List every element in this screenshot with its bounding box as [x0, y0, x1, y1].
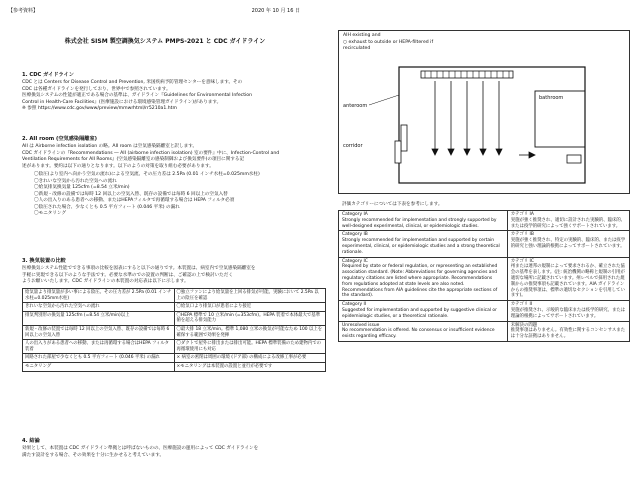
- table-cell: [339, 321, 508, 341]
- category-text: Strongly recommended for implementation and supported by certain experimental, clinical, or epidemiologic studies and a strong theoretical rationale.: [342, 238, 500, 255]
- section2-line: 述があります。要約は以下の通りとなります。以下のようの対策を取り組む必要があります。: [22, 163, 214, 169]
- category-name: Category II: [342, 302, 367, 308]
- table-row: [23, 354, 326, 363]
- section3-heading: 3. 換気装置の比較: [22, 258, 66, 264]
- category-name: カテゴリ IA: [510, 212, 534, 217]
- supply-diffuser: [421, 71, 513, 78]
- table-cell: 人の出入りがある患者への移動、または再循環する場合はHEPA フィルタ装着: [23, 340, 175, 354]
- list-item: 〇モニタリング: [34, 211, 67, 216]
- comparison-table: [22, 288, 326, 372]
- category-name: Category IA: [342, 212, 368, 217]
- table-row: [23, 325, 326, 339]
- category-name: Unresolved issue: [342, 322, 380, 328]
- table-row: [23, 303, 326, 312]
- section3-line: 医療換気システム性能でできる事項の比較を図表にすると以下の通りです。本装置は、病室内で空気感染隔離室を: [22, 266, 256, 271]
- table-cell: モニタリング: [23, 362, 175, 371]
- room-outline: [399, 67, 585, 183]
- category-name: 未解決の問題: [510, 322, 538, 328]
- table-row: [339, 321, 630, 341]
- table-cell: 排気判別形の換気量 125cfm (=8.54 立米/min)以上: [23, 311, 175, 325]
- table-row: [339, 301, 630, 321]
- list-item: 〇人の出入りのある患者への移動、またはHEPAフィルタで再循環する場合は HEPA フィルタ必須: [34, 198, 235, 203]
- section4-line: 満たす設計をする場合、その効果を十分に生かせると考えています。: [22, 452, 165, 458]
- table-cell: 回路された部屋で少なくとも 0.5 平方フィート (0.046 平米) の漏れ: [23, 354, 175, 363]
- list-item: 〇きれいな空気から汚れた空気への流れ: [34, 178, 117, 184]
- airflow-arrows: [432, 81, 535, 158]
- table-cell: × 病室の密閉は周囲の環境 (ドア部) の構成による改修工事が必要: [174, 354, 326, 363]
- reference-tag: 【参考資料】: [8, 8, 39, 14]
- figure-caption-line: recirculated: [343, 46, 371, 51]
- category-text: 実施が強く推奨され、適切に設計された実験的、臨床的、または疫学的研究によって強くサポートされています。: [510, 217, 626, 229]
- section4-line: 効果として、本装置は CDC ガイドライン準拠とは呼ばないものの、医療施設の運用によって CDC ガイドラインを: [22, 446, 259, 451]
- section3-line: 手軽に実現できる以下のような手法です。必要な水準のでの設置の判断は、ご確認の上で検討いただく: [22, 272, 233, 278]
- section3-body: [22, 266, 318, 286]
- table-cell: 〇最大排 18 立米/min。標準 1,080 立米の換気が可能なため 100 以上を確保する範囲で効果を発揮: [174, 325, 326, 339]
- section3-line: ようお願いいたします。CDC ガイドラインの本装置の対応表は以下に示します。: [22, 279, 189, 284]
- section2-heading: 2. AII room (空気感染隔離室): [22, 136, 98, 142]
- table-cell: 給気量より排気量が多い事による陰圧。その圧力差が 2.5Pa (0.01 インチ水柱=0.025mm水柱): [23, 289, 175, 303]
- left-page: [14, 30, 330, 470]
- list-item: 〇陰圧された場合、少なくとも 0.5 平方フィート (0.046 平米) の漏れ: [34, 204, 180, 210]
- corridor-label: corridor: [343, 143, 363, 149]
- table-cell: [507, 211, 629, 231]
- category-text: 推奨事項はありません。有効性に関するコンセンサスまたは十分な証拠はありません。: [510, 328, 626, 340]
- category-name: カテゴリ IC: [510, 258, 534, 264]
- category-name: Category IC: [342, 258, 368, 264]
- table-cell: [339, 257, 508, 301]
- exhaust-grille: [401, 125, 581, 163]
- table-row: [339, 231, 630, 257]
- anteroom-label: anteroom: [343, 103, 368, 109]
- category-text: 実施が強く推奨され、特定の実験的、臨床的、または疫学的研究と強い理論的根拠によってサポートされています。: [510, 238, 626, 249]
- category-text: 州または連邦の規制によって要求されるか、確立された協会の基準を表します。(注: 統治機関の略称と規制の引用が適切な場所に記載されています。州レベルで採用された規制からの推奨事項も記載されています。AIA ガイドラインからの推奨事項は、標準の適切なセクションを引用しています)。: [510, 264, 625, 299]
- section2-line: Ventilation Requirements for AII Rooms』(空気感染隔離室の感染制御および換気要件)の項目に関する記: [22, 157, 245, 162]
- section2-bullets: [34, 172, 324, 218]
- table-cell: [507, 231, 629, 257]
- section1-line: Control in Health-Care Facilities』(医療施設における環境感染管理ガイドライン)があります。: [22, 99, 222, 105]
- category-intro: 評価カテゴリーについては下表を参考にします。: [342, 202, 443, 207]
- table-row: [23, 311, 326, 325]
- table-row: [339, 211, 630, 231]
- table-cell: [339, 301, 508, 321]
- category-table: [338, 210, 630, 342]
- list-item: 〇陰圧(より室内へ向かう空気の流れ)による空気流、その圧力差は 2.5Pa (0.01 インチ水柱=0.025mm水柱): [34, 172, 260, 177]
- right-page: [338, 30, 630, 470]
- section1-line: CDC は各種ガイドラインを発行しており、世界中で参照されています。: [22, 86, 171, 92]
- figure-caption: [343, 33, 623, 53]
- category-name: カテゴリ II: [510, 302, 533, 308]
- list-item: 〇新規・改修の設備では毎時 12 回以上の空気入替、既存の設備では毎時 6 回以上の空気入替: [34, 191, 228, 197]
- document-title: 株式会社 SISM 製空調換気システム PMPS-2021 と CDC ガイドライン: [64, 38, 266, 45]
- category-text: No recommendation is offered. No consensus or insufficient evidence exists regarding efficacy.: [342, 328, 495, 340]
- category-text: Required by state or federal regulation, or representing an established association standard. (Note: Abbreviations for governing agencies and regulatory citations are listed where appropriate. Recommendations from regulations adopted at state levels are also noted. Recommendations from AIA guidelines cite the appropriate sections of the standard).: [342, 264, 498, 299]
- category-name: カテゴリ IB: [510, 232, 534, 238]
- table-row: [339, 257, 630, 301]
- category-text: Suggested for implementation and supported by suggestive clinical or epidemiologic studies, or a theoretical rationale.: [342, 307, 497, 319]
- section2-body: [22, 144, 318, 170]
- table-cell: 〇HEPA 標準で 10 立米/min (=353cfm)。HEPA 装着で本体最大で基準値を超える排気能力: [174, 311, 326, 325]
- document-date: 2020 年 10 月 16 日: [251, 8, 300, 14]
- table-row: [23, 289, 326, 303]
- table-cell: きれいな空気から汚れた空気への流れ: [23, 303, 175, 312]
- table-row: [23, 340, 326, 354]
- airflow-figure-box: [338, 30, 630, 194]
- list-item: 〇給気排気換気量 125cfm (=8.54 立米/min): [34, 185, 130, 190]
- table-cell: 〇給気口より排気口が患者により接近: [174, 303, 326, 312]
- table-cell: [507, 321, 629, 341]
- table-row: [23, 362, 326, 371]
- category-name: Category IB: [342, 232, 368, 238]
- figure-caption-line: AIH existing and: [343, 33, 381, 38]
- section1-body: [22, 80, 318, 113]
- section2-line: AII は Airborne infection isolation の略。AII room は空気感染隔離室と訳します。: [22, 144, 198, 149]
- bathroom-label: bathroom: [539, 95, 564, 101]
- table-cell: 〇ダクトで屋外に排出または排出可能。HEPA 標準装備のため建物内での再循環使用にも対応: [174, 340, 326, 354]
- table-cell: 新規・改修の装置では毎時 12 回以上の空気入替、既存の設備では毎時 6 回以上の空気入替: [23, 325, 175, 339]
- section1-reference-link[interactable]: ※ 参照 https://www.cdc.gov/www/preview/mmwrhtml/rr5210a1.htm: [22, 106, 177, 111]
- section1-line: CDC とは Centers for Disease Control and Prevention, 米国疾病予防管理センターを意味します。その: [22, 80, 243, 85]
- section4-heading: 4. 結論: [22, 438, 40, 444]
- airflow-diagram: [339, 55, 631, 195]
- table-cell: [507, 257, 629, 301]
- table-cell: 〇独立ファンにより給気量を上回る排気が可能。実験において 2.5Pa 以上の陰圧を確認: [174, 289, 326, 303]
- door: [395, 141, 401, 163]
- table-cell: [339, 211, 508, 231]
- category-text: Strongly recommended for implementation and strongly supported by well-designed experimental, clinical, or epidemiologic studies.: [342, 217, 497, 229]
- category-text: 実施が推奨され、示唆的な臨床または疫学的研究、または理論的根拠によってサポートされています。: [510, 307, 626, 319]
- document-header: [0, 8, 316, 16]
- section1-heading: 1. CDC ガイドライン: [22, 72, 74, 78]
- figure-caption-line: ○ exhaust to outside or HEPA-filtered if: [343, 39, 434, 45]
- section4-body: [22, 446, 318, 459]
- table-cell: [507, 301, 629, 321]
- table-cell: [339, 231, 508, 257]
- section1-line: 医療換気システムの性能が適正である場合の基準は、ガイドライン『Guidelines for Environmental Infection: [22, 93, 253, 98]
- table-cell: ×モニタリングは本装置の設置と並行が必要です: [174, 362, 326, 371]
- section2-line: CDC ガイドラインの『Recommendations ― AII (airborne infection isolation) 室の要件』中に、Infection-Control and: [22, 150, 280, 156]
